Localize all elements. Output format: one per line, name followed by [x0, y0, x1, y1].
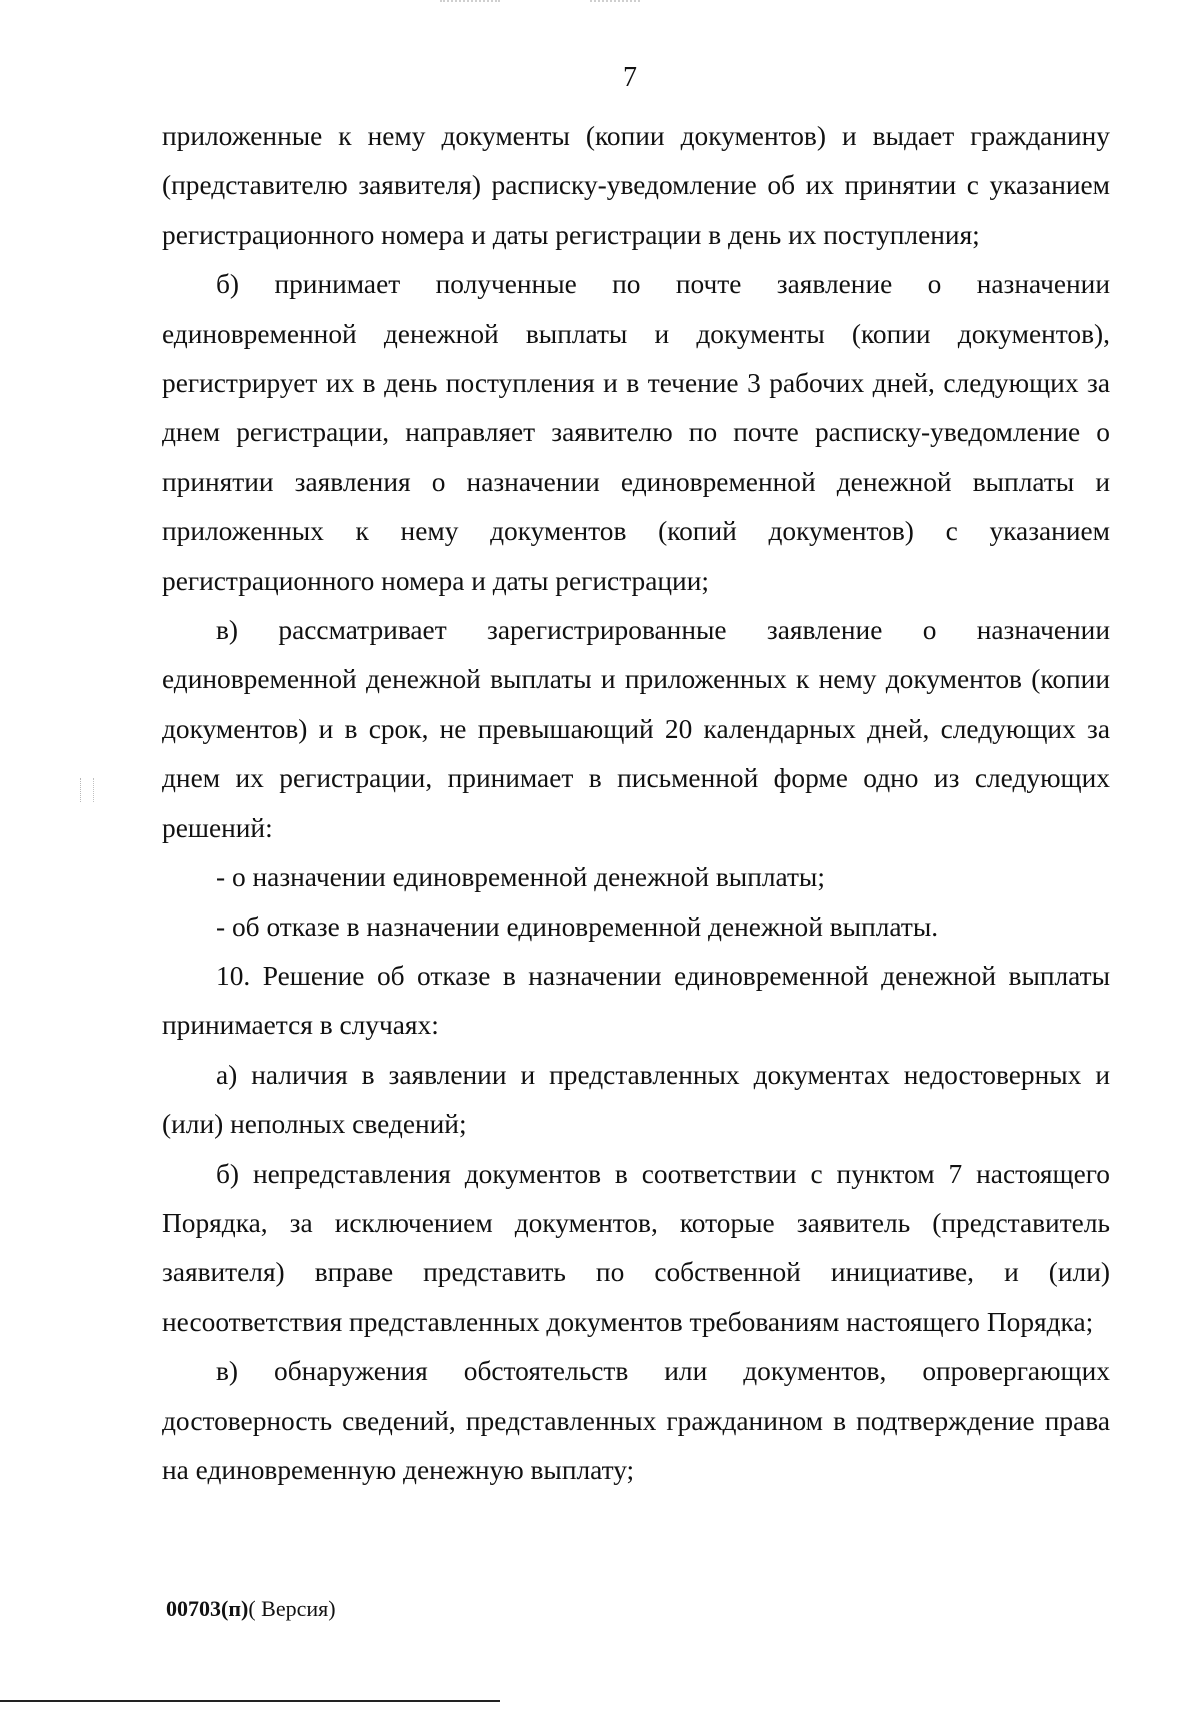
scan-artifact — [590, 0, 640, 14]
paragraph: а) наличия в заявлении и представленных документах недостоверных и (или) неполных сведений; — [162, 1059, 1110, 1140]
scan-border-line — [0, 1700, 500, 1702]
scan-artifact — [440, 0, 500, 14]
body-text — [162, 112, 1110, 1495]
list-item: - об отказе в назначении единовременной денежной выплаты. — [216, 911, 939, 942]
paragraph: в) обнаружения обстоятельств или документов, опровергающих достоверность сведений, представленных гражданином в подтверждение права на единовременную денежную выплату; — [162, 1356, 1110, 1485]
list-item: - о назначении единовременной денежной выплаты; — [216, 862, 825, 893]
document-code — [166, 1596, 336, 1622]
scan-artifact — [80, 778, 94, 802]
paragraph: приложенные к нему документы (копии документов) и выдает гражданину (представителю заявителя) расписку-уведомление об их принятии с указанием регистрационного номера и даты регистрации в день их поступления; — [162, 121, 1110, 250]
paragraph: в) рассматривает зарегистрированные заявление о назначении единовременной денежной выплаты и приложенных к нему документов (копии документов) и в срок, не превышающий 20 календарных дней, следующих за днем их регистрации, принимает в письменной форме одно из следующих решений: — [162, 615, 1110, 843]
page-number: 7 — [623, 62, 637, 93]
paragraph: 10. Решение об отказе в назначении единовременной денежной выплаты принимается в случаях: — [162, 960, 1110, 1041]
paragraph: б) принимает полученные по почте заявление о назначении единовременной денежной выплаты и документы (копии документов), регистрирует их в день поступления и в течение 3 рабочих дней, следующих за днем регистрации, направляет заявителю по почте расписку-уведомление о принятии заявления о назначении единовременной денежной выплаты и приложенных к нему документов (копий документов) с указанием регистрационного номера и даты регистрации; — [162, 269, 1110, 596]
document-code-number: 00703(п) — [166, 1596, 249, 1621]
paragraph: б) непредставления документов в соответствии с пунктом 7 настоящего Порядка, за исключением документов, которые заявитель (представитель заявителя) вправе представить по собственной инициативе, и (или) несоответствия представленных документов требованиям настоящего Порядка; — [162, 1158, 1110, 1337]
document-version-label: ( Версия) — [248, 1596, 336, 1621]
